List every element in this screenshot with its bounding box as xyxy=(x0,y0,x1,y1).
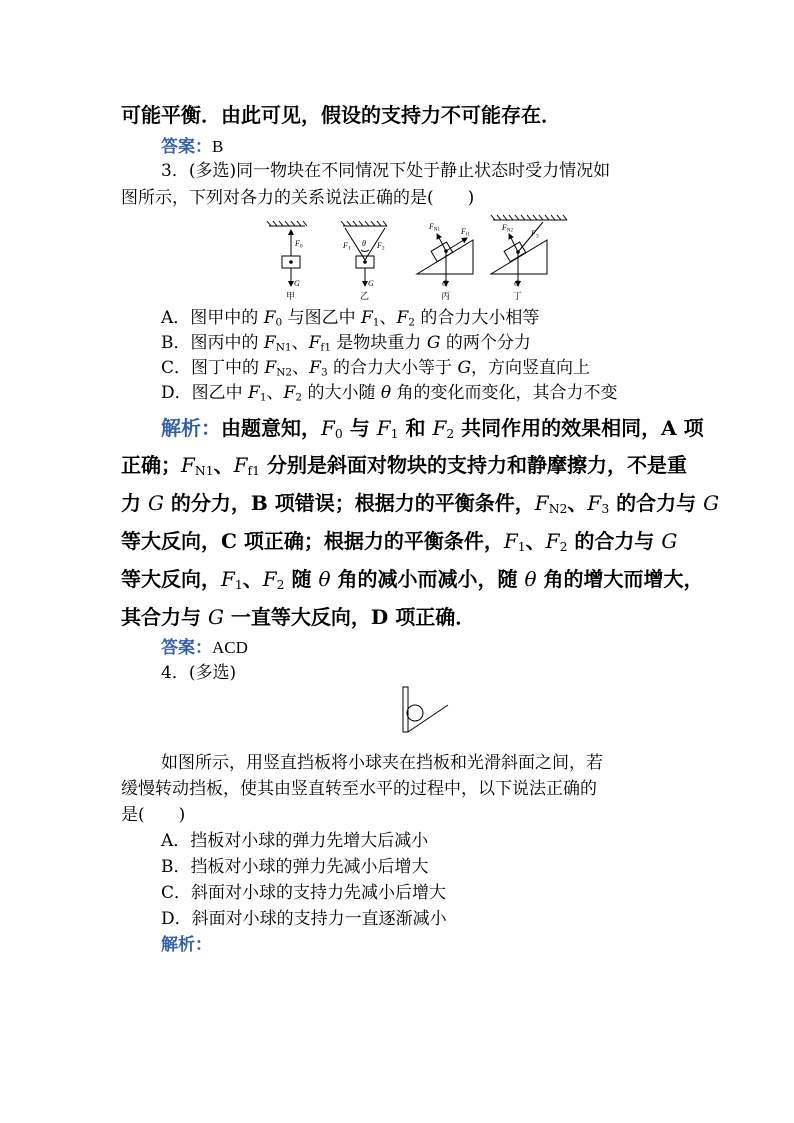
q4-stem-line-3: 是( ) xyxy=(121,805,186,825)
q3-force-diagrams xyxy=(255,210,575,310)
answer-value: ACD xyxy=(212,638,248,657)
q4-option-D: D．斜面对小球的支持力一直逐渐减小 xyxy=(161,909,447,929)
label-G-bing: G xyxy=(442,279,448,288)
q4-option-C: C．斜面对小球的支持力先减小后增大 xyxy=(161,883,447,903)
label-G-yi: G xyxy=(368,279,374,288)
label-G-jia: G xyxy=(294,279,300,288)
q4-stem-line-1: 如图所示，用竖直挡板将小球夹在挡板和光滑斜面之间，若 xyxy=(161,753,603,773)
label-FN2: FN2 xyxy=(502,223,514,234)
q4-stem-line-2: 缓慢转动挡板，使其由竖直转至水平的过程中，以下说法正确的 xyxy=(121,779,597,799)
q3-option-C: C．图丁中的 $F_{N2}$、$F_3$ 的合力大小等于 G，方向竖直向上 xyxy=(161,358,591,379)
label-F1: F1 xyxy=(343,241,351,252)
q4-option-B: B．挡板对小球的弹力先减小后增大 xyxy=(161,857,429,877)
caption-yi: 乙 xyxy=(360,291,370,301)
caption-ding: 丁 xyxy=(513,291,523,301)
label-F2: F2 xyxy=(377,241,385,252)
answer-value: B xyxy=(212,137,224,156)
q4-ball-diagram xyxy=(395,685,455,735)
q3-analysis-line-5: 等大反向，$F_1$、$F_2$ 随 θ 角的减小而减小，随 θ 角的增大而增大， xyxy=(121,567,704,593)
label-F0: F0 xyxy=(295,239,303,250)
diagram-yi xyxy=(341,221,387,286)
q4-analysis-label: 解析： xyxy=(161,935,212,955)
intro-line: 可能平衡．由此可见，假设的支持力不可能存在． xyxy=(121,103,561,127)
q4-option-A: A．挡板对小球的弹力先增大后减小 xyxy=(161,831,429,851)
answer-label: 答案： xyxy=(161,638,212,658)
q3-option-D: D．图乙中 $F_1$、$F_2$ 的大小随 θ 角的变化而变化，其合力不变 xyxy=(161,383,618,404)
answer-line-2 xyxy=(161,639,248,657)
answer-line-1 xyxy=(161,138,223,156)
answer-label: 答案： xyxy=(161,137,212,157)
analysis-label: 解析： xyxy=(161,416,221,440)
q3-option-A: A．图甲中的 $F_0$ 与图乙中 $F_1$、$F_2$ 的合力大小相等 xyxy=(161,308,540,329)
caption-jia: 甲 xyxy=(286,291,296,301)
q3-analysis-line-4: 等大反向，C 项正确；根据力的平衡条件，$F_1$、$F_2$ 的合力与 G xyxy=(121,529,678,555)
label-Ff1: Ff1 xyxy=(461,227,471,238)
label-theta: θ xyxy=(362,239,366,248)
caption-bing: 丙 xyxy=(441,291,451,301)
q4-head: 4．(多选) xyxy=(161,663,237,683)
diagram-jia xyxy=(267,221,307,286)
q3-analysis-line-3: 力 G 的分力，B 项错误；根据力的平衡条件，$F_{N2}$、$F_3$ 的合力与 G xyxy=(121,491,720,517)
q3-option-B: B．图丙中的 $F_{N1}$、$F_{f1}$ 是物块重力 G 的两个分力 xyxy=(161,333,531,354)
q3-analysis-line-1: 解析：由题意知，$F_0$ 与 $F_1$ 和 $F_2$ 共同作用的效果相同，A 项 xyxy=(161,416,704,442)
q3-stem-line-2: 图所示，下列对各力的关系说法正确的是( ) xyxy=(121,188,475,208)
label-FN1: FN1 xyxy=(429,222,441,233)
q3-stem-line-1: 3．(多选)同一物块在不同情况下处于静止状态时受力情况如 xyxy=(161,161,611,181)
q3-analysis-line-6: 其合力与 G 一直等大反向，D 项正确． xyxy=(121,605,476,629)
label-G-ding: G xyxy=(514,279,520,288)
q3-analysis-line-2: 正确；$F_{N1}$、$F_{f1}$ 分别是斜面对物块的支持力和静摩擦力，不是重 xyxy=(121,453,687,479)
label-F3: F3 xyxy=(531,229,539,240)
